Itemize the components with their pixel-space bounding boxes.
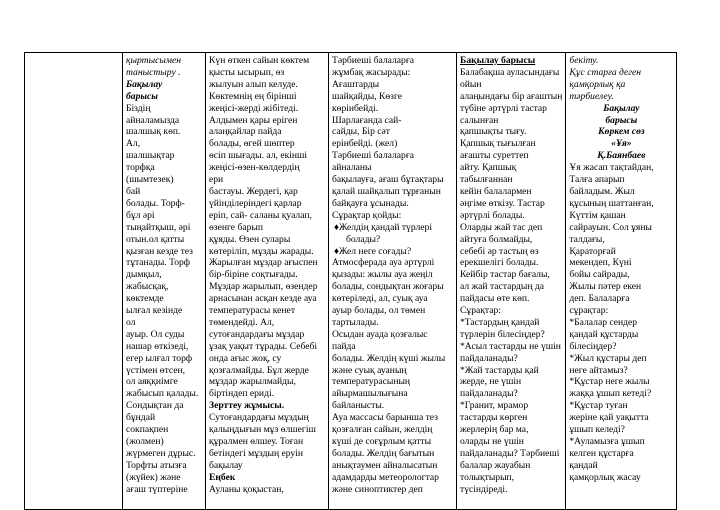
text-line: сұрақтар: [569,305,609,317]
text-line: ұшып келеді? [569,424,625,436]
text-line [28,67,119,79]
text-line: Ұя жасап тақтайдан, [569,162,654,174]
text-line: алаңындағы бір ағаштың [460,90,563,102]
text-line: қысты ысырып, өз [209,66,285,78]
text-line: әңгіме өткізу. Тастар [460,197,545,209]
text-line: «Ұя» [611,138,632,150]
lesson-plan-table [24,52,677,510]
text-line: көрінбейді. [332,102,379,114]
text-line: пайда [332,340,356,352]
column-2-cell [123,53,206,510]
text-line: тәрбиелеу. [569,90,614,102]
text-line: жеріне қай уақытта [569,412,649,424]
text-line: айналаны [332,162,372,174]
text-line: ағаш түптеріне [126,483,188,495]
text-line: бетіндегі мұздың еруін [209,447,304,459]
text-line: жылуын алып келуде. [209,78,298,90]
text-line: барысы [126,90,158,102]
text-line: Балабақша ауласындағы [460,66,560,78]
text-line: балалар жауабын [460,459,531,471]
text-line [28,91,119,103]
text-line: Жылы пәтер екен [569,281,642,293]
text-line: жерде, не үшін [460,376,522,388]
text-line: болады? [346,233,381,245]
text-line [28,103,119,115]
text-line: байладым. Жыл [569,185,635,197]
text-line: қызады: жылы ауа жеңіл [332,269,433,281]
text-line: Торфты атызға [126,459,187,471]
text-line: ерекшелігі болады. [460,257,539,269]
text-line: жеңісі-өзен-көлдердің [209,162,300,174]
text-line: көтеріледі, ал, суық ауа [332,293,428,305]
text-line: (жолмен) [126,436,164,447]
text-line: Оларды жай тас деп [460,221,543,233]
text-line: байланысты. [332,400,385,412]
text-line: шалшықтар [126,150,175,162]
text-line: болады. Желдің бағытын [332,447,435,459]
text-line: Қ.Баянбаев [597,150,646,162]
text-line: Шарлағанда сай- [332,114,402,126]
text-line: пайдаланады? Тәрбиеші [460,447,560,459]
text-line: Сондықтан да [126,400,184,412]
text-line: себебі әр тастың өз [460,245,539,257]
text-line: *Жыл құстары деп [569,352,647,364]
text-line: тастарды көрген [460,412,528,424]
text-line: мұздар жарылмайды, [209,376,296,388]
text-line: төмендейді. Ал, [209,316,275,328]
text-line: *Ауламызға ұшып [569,436,645,447]
text-line: қалай шайқалып тұрғанын [332,185,441,197]
text-line [28,126,119,138]
text-line: бақылауға, ағаш бұтақтары [332,174,444,186]
text-line: Талға апарып [569,174,625,186]
text-line: қозғалмайды. Бұл жерде [209,364,309,376]
text-line: тұтанады. Торф [126,257,191,269]
text-line: еріп, сай- саланы қуалап, [209,209,312,221]
text-line: шайқайды, Көзге [332,90,403,102]
text-line: арнасынан асқан кезде ауа [209,293,317,305]
text-line: сокпақпен [126,424,169,436]
text-line: Қараторғай [569,245,616,257]
text-line: құяды. Өзен сулары [209,233,291,245]
text-line: байқауға ұсынады. [332,197,409,209]
text-line: ұзақ уақыт тұрады. Себебі [209,340,318,352]
text-line: деп. Балаларға [569,293,630,305]
text-line: бекіту. [569,55,599,66]
text-line: *Гранит, мрамор [460,400,529,412]
text-line: нашар өткізеді, [126,340,189,352]
text-line: жүрмеген дұрыс. [126,447,196,459]
text-line: Сұрақтар қойды: [332,209,402,221]
text-line: ери [209,174,224,186]
text-line: сутоғандардағы мұздар [209,328,305,340]
text-line: Тәрбиеші балаларға [332,150,415,162]
text-line: жаққа ұшып кетеді? [569,388,652,400]
text-line: ол [126,316,136,328]
text-line: отын.ол қатты [126,233,185,245]
text-line: Зерттеу жұмысы. [209,400,285,412]
text-line: Құс старға деген [569,66,642,78]
text-line: Көркем сөз [598,126,645,138]
text-line: пайдаланады? [460,388,518,400]
text-line: ♦Жел неге соғады? [334,245,412,257]
column-4-cell [329,53,457,510]
text-line: құсының шаттанған, [569,197,654,209]
text-line: ойын [460,78,482,90]
text-line: қандай [569,459,598,471]
text-line: қамқорлық жасау [569,471,641,483]
text-line [28,79,119,91]
text-line: Күн өткен сайын көктем [209,55,310,66]
text-line: алаңқайлар пайда [209,126,282,138]
text-line: айырмашылығына [332,388,408,400]
text-line: Кейбір тастар бағалы, [460,269,550,281]
text-line: өзенге барып [209,221,263,233]
text-line: түрлерін білесіңдер? [460,328,545,340]
text-line: табылғаннан [460,174,513,186]
text-line: кейін балалармен [460,185,532,197]
text-line: Осыдан ауада қозғалыс [332,328,428,340]
text-line: бойы сайрады, [569,269,630,281]
column-3-cell [206,53,329,510]
text-line: (шымтезек) [126,174,174,186]
text-line: білесіңдер? [569,340,617,352]
text-line: қалыңдығын мұз өлшегіш [209,424,316,436]
text-line: қызған кезде тез [126,245,193,257]
text-line: Атмосферада ауа әртүрлі [332,257,435,269]
text-line [28,55,119,67]
text-line: сайды, Бір сәт [332,126,390,138]
text-line: жұмбақ жасырады: [332,66,411,78]
text-line: Ауланы қоқыстан, [209,483,284,495]
text-line: жабысқақ, [126,281,169,293]
text-line: болады. Торф- [126,197,185,209]
text-line: барысы [605,114,638,126]
text-line: *Балалар сендер [569,316,638,328]
column-5-cell [457,53,566,510]
text-line: таныстыру . [126,66,181,78]
text-line: адамдарды метеорологтар [332,471,439,483]
text-line: температурасы кенет [209,305,296,317]
text-line: толықтырып, [460,471,515,483]
text-line: түсіндіреді. [460,483,508,495]
text-line: онда ағыс жоқ, су [209,352,282,364]
text-line: болады, өгей шөптер [209,138,295,150]
text-line: ерінбейді. (жел) [332,138,398,150]
text-line: бай [126,185,141,197]
table-row [25,53,677,510]
text-line: қапшықты тығу. [460,126,527,138]
text-line: оларды не үшін [460,436,524,447]
text-line: жабысып қалады. [126,388,199,400]
text-line: Ауа массасы барынша тез [332,412,438,424]
text-line: бастауы. Жердегі, қар [209,185,298,197]
text-line: Жарылған мұздар ағыспен [209,257,318,269]
text-line: Тәрбиеші балаларға [332,55,415,66]
text-line: температурасының [332,376,411,388]
text-line: айтуға болмайды, [460,233,533,245]
text-line: бұл әрі [126,209,155,221]
text-line: өсіп шығады. ал, екінші [209,150,308,162]
text-line: қыртысымен [126,55,181,66]
text-line: Қапшық тығылған [460,138,536,150]
text-line: қамқорлық қа [569,78,626,90]
text-line: бақылау [209,459,243,471]
text-line: неге айтамыз? [569,364,628,376]
text-line: салынған [460,114,499,126]
text-line: Сұрақтар: [460,305,501,317]
text-line: айналамызда [126,114,180,126]
text-line: Бақылау барысы [460,55,536,66]
text-line: Күттім қашан [569,209,626,221]
text-line: пайдасы өте көп. [460,293,530,305]
text-line [28,115,119,127]
text-line: *Тастардың қандай [460,316,540,328]
text-line: тыңайтқыш, әрі [126,221,191,233]
text-line: ал жай тастардың да [460,281,545,293]
text-line: үстімен өтсен, [126,364,186,376]
text-line: дымқыл, [126,269,162,281]
text-line: жерлерің бар ма, [460,424,529,436]
text-line: мекендеп, Күні [569,257,632,269]
text-line: ауыр. Ол суды [126,328,185,340]
text-line [28,138,119,150]
text-line: Бақылау [126,78,163,90]
text-line: және синоптиктер деп [332,483,423,495]
text-line: *Асыл тастарды не үшін [460,340,561,352]
text-line: Сутоғандардағы мұздың [209,412,309,424]
text-line: ауыр болады, ол төмен [332,305,426,317]
text-line: Мұздар жарылып, өзендер [209,281,318,293]
text-line: Алдымен қары еріген [209,114,298,126]
text-line: және суық ауаның [332,364,407,376]
text-line: пайдаланады? [460,352,518,364]
text-line: әртүрлі болады. [460,209,525,221]
text-line: егер ылғал торф [126,352,193,364]
text-line: түбіне әртүрлі тастар [460,102,547,114]
text-line: көтеріліп, мұзды жарады. [209,245,314,257]
text-line: бұндай [126,412,156,424]
text-line: болады, сондықтан жоғары [332,281,444,293]
text-line: қандай құстарды [569,328,639,340]
text-line: талдағы, [569,233,605,245]
text-line: сайрауын. Сол ұяны [569,221,652,233]
column-1-cell [25,53,123,510]
text-line: құралмен өлшеу. Тоған [209,436,304,447]
text-line: келген құстарға [569,447,634,459]
text-line: бір-біріне соқтығады. [209,269,298,281]
text-line: ылғал кезінде [126,305,183,317]
text-line: (жүйек) және [126,471,181,483]
text-line: *Жай тастарды қай [460,364,539,376]
text-line: ол аяққиімге [126,376,178,388]
text-line: Ағаштарды [332,78,380,90]
text-line: Көктемнің ең бірінші [209,90,297,102]
text-line: анықтаумен айналысатын [332,459,438,471]
text-line: торфқа [126,162,155,174]
text-line: Бақылау [603,102,640,114]
text-line: Біздің [126,102,151,114]
column-6-cell [566,53,677,510]
text-line: болады. Желдің күші жылы [332,352,446,364]
text-line: тартылады. [332,316,379,328]
text-line: *Құстар неге жылы [569,376,650,388]
text-line: үйінділеріндегі қарлар [209,197,302,209]
text-line: Еңбек [209,471,236,483]
text-line: біртіндеп ериді. [209,388,275,400]
text-line: *Құстар туған [569,400,628,412]
text-line: жеңісі-жерді жібітеді. [209,102,299,114]
text-line: ♦Желдің қандай түрлері [334,221,433,233]
text-line: қозғалған сайын, желдің [332,424,433,436]
text-line: күші де соғұрлым қатты [332,436,432,447]
text-line: айту. Қапшық [460,162,517,174]
text-line: көктемде [126,293,164,305]
text-line: ағашты суреттеп [460,150,529,162]
text-line: шалшық көп. [126,126,181,138]
text-line: Ал, [126,138,141,150]
